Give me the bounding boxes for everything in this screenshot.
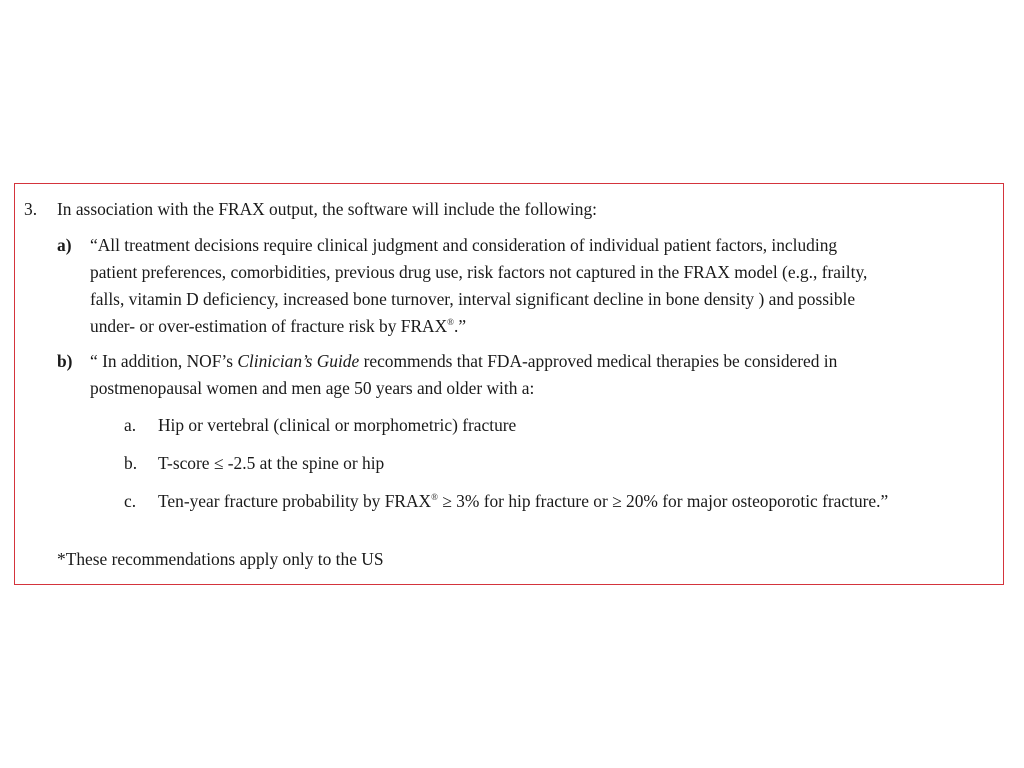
subitem-a-line-4 — [90, 316, 466, 336]
subitem-b-line-1-end: recommends that FDA-approved medical therapies be considered in — [359, 351, 838, 371]
nested-item-c-end: ≥ 3% for hip fracture or ≥ 20% for major osteoporotic fracture.” — [437, 491, 889, 511]
subitem-b-line-1-start: “ In addition, NOF’s — [90, 351, 238, 371]
subitem-a-line-2: patient preferences, comorbidities, previous drug use, risk factors not captured in the FRAX model (e.g., frailty, — [90, 262, 868, 282]
nested-item-c-start: Ten-year fracture probability by FRAX — [158, 491, 432, 511]
subitem-a-line-4-text: under- or over-estimation of fracture risk by FRAX — [90, 316, 448, 336]
nested-item-b-label: b. — [124, 453, 138, 473]
subitem-b-label: b) — [57, 351, 73, 371]
subitem-a-line-3: falls, vitamin D deficiency, increased bone turnover, interval significant decline in bone density ) and possible — [90, 289, 856, 309]
subitem-b-line-2: postmenopausal women and men age 50 years and older with a: — [90, 378, 535, 398]
nested-item-a-text: Hip or vertebral (clinical or morphometric) fracture — [158, 415, 517, 435]
item-number: 3. — [24, 199, 38, 219]
clinicians-guide-title: Clinician’s Guide — [237, 351, 360, 371]
footnote: *These recommendations apply only to the US — [57, 549, 384, 569]
registered-mark: ® — [447, 317, 455, 327]
subitem-a-label: a) — [57, 235, 72, 255]
item-intro: In association with the FRAX output, the software will include the following: — [57, 199, 597, 219]
nested-item-a-label: a. — [124, 415, 137, 435]
registered-mark: ® — [431, 492, 438, 502]
nested-item-c-label: c. — [124, 491, 137, 511]
subitem-a-line-1: “All treatment decisions require clinical judgment and consideration of individual patient factors, including — [90, 235, 838, 255]
subitem-a-line-4-end: .” — [454, 316, 467, 336]
nested-item-c-text — [158, 491, 888, 511]
nested-item-b-text: T-score ≤ -2.5 at the spine or hip — [158, 453, 385, 473]
subitem-b-line-1 — [90, 351, 837, 371]
